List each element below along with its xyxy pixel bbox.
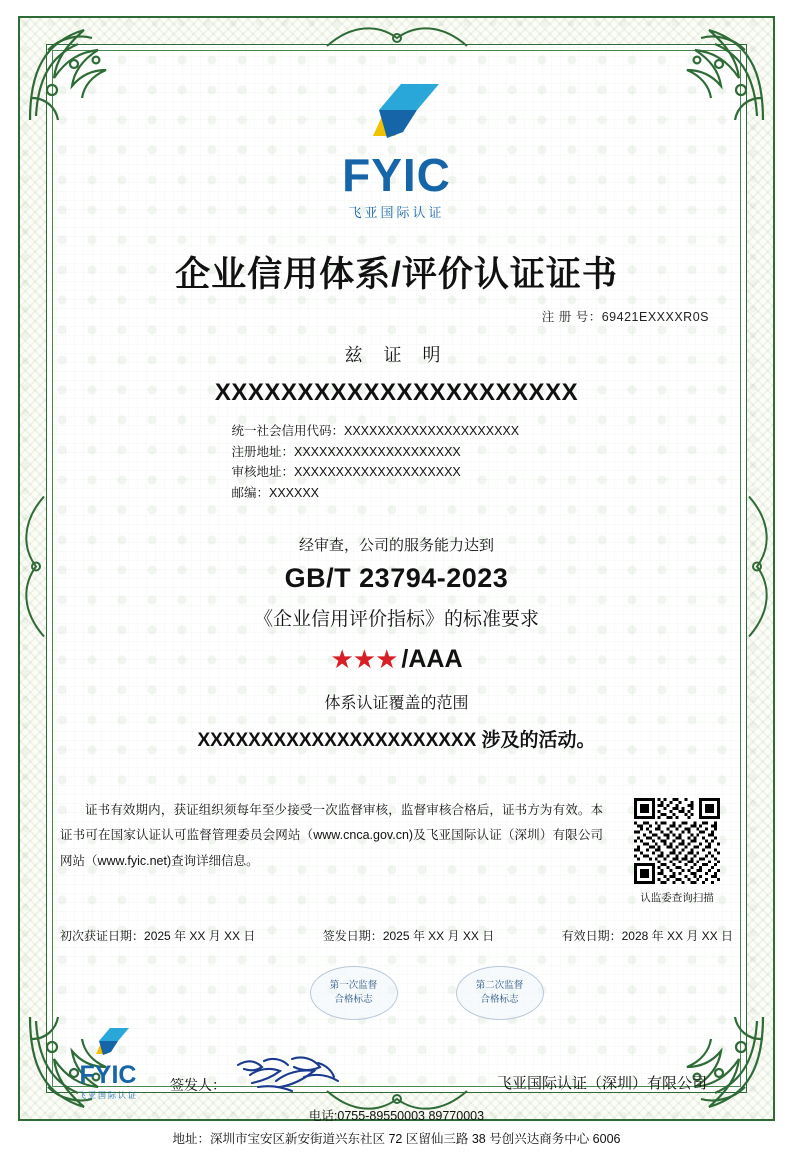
contact-block — [60, 1105, 733, 1152]
validity-text: 证书有效期内，获证组织须每年至少接受一次监督审核，监督审核合格后，证书方为有效。本证书可在国家认证认可监督管理委员会网站（www.cnca.gov.cn)及飞亚国际认证（深圳）有限公司网站（www.fyic.net)查询详细信息。 — [60, 798, 603, 875]
scope-label: 体系认证覆盖的范围 — [324, 690, 468, 713]
expiry-date-value: 2028 年 XX 月 XX 日 — [622, 929, 733, 943]
first-issue-date-label: 初次获证日期： — [60, 929, 144, 943]
registration-number-value: 69421EXXXXR0S — [602, 310, 709, 324]
standard-name: 《企业信用评价指标》的标准要求 — [254, 604, 539, 631]
edge-ornament-left — [16, 491, 50, 646]
grade-row — [330, 645, 462, 674]
fyic-footer-logo-icon — [81, 1026, 135, 1062]
dates-row — [60, 927, 733, 944]
edge-ornament-top — [322, 18, 472, 57]
brand-logo — [342, 80, 451, 221]
surveillance-seal-1-line1: 第一次监督 — [330, 979, 378, 993]
assessment-statement: 经审查，公司的服务能力达到 — [299, 534, 494, 555]
qr-block — [621, 798, 733, 905]
surveillance-seal-2-line2: 合格标志 — [480, 993, 518, 1007]
issue-date — [323, 927, 494, 944]
surveillance-seal-1 — [310, 966, 398, 1020]
surveillance-seals-row — [30, 966, 763, 1020]
signature-row — [60, 1026, 733, 1101]
surveillance-seal-1-line2: 合格标志 — [334, 993, 372, 1007]
first-issue-date-value: 2025 年 XX 月 XX 日 — [144, 929, 255, 943]
company-info-block — [232, 421, 562, 504]
expiry-date — [562, 927, 733, 944]
footer-brand-logo — [60, 1026, 156, 1101]
contact-address: 地址：深圳市宝安区新安街道兴东社区 72 区留仙三路 38 号创兴达商务中心 6006 — [60, 1128, 733, 1152]
fyic-logo-icon — [343, 80, 451, 150]
certificate-content — [60, 58, 733, 1079]
certificate-title: 企业信用体系/评价认证证书 — [175, 247, 618, 297]
qr-code-icon — [634, 798, 720, 884]
handwritten-signature-icon — [230, 1051, 346, 1095]
brand-subtitle: 飞亚国际认证 — [348, 202, 444, 221]
footer-brand-subtitle: 飞亚国际认证 — [78, 1090, 138, 1101]
signer-label: 签发人： — [170, 1075, 226, 1095]
registration-number-label: 注 册 号： — [542, 310, 602, 324]
hereby-certify-label: 兹 证 明 — [344, 341, 448, 367]
star-rating-icon: ★★★ — [330, 646, 397, 672]
qr-caption: 认监委查询扫描 — [640, 890, 714, 905]
signer-block — [170, 1051, 346, 1101]
grade-value: /AAA — [401, 645, 462, 674]
audit-address: 审核地址：XXXXXXXXXXXXXXXXXXXX — [232, 462, 562, 483]
registration-number-row — [542, 307, 709, 325]
surveillance-seal-2 — [456, 966, 544, 1020]
validity-and-qr-row — [60, 798, 733, 905]
company-name: XXXXXXXXXXXXXXXXXXXXXX — [215, 379, 578, 407]
postcode: 邮编：XXXXXX — [232, 483, 562, 504]
issue-date-value: 2025 年 XX 月 XX 日 — [383, 929, 494, 943]
footer-brand-wordmark: FYIC — [80, 1063, 137, 1088]
validity-paragraph — [60, 798, 621, 875]
registered-address: 注册地址：XXXXXXXXXXXXXXXXXXXX — [232, 442, 562, 463]
issue-date-label: 签发日期： — [323, 929, 383, 943]
credit-code: 统一社会信用代码：XXXXXXXXXXXXXXXXXXXXX — [232, 421, 562, 442]
edge-ornament-right — [743, 491, 777, 646]
issuer-name: 飞亚国际认证（深圳）有限公司 — [497, 1072, 733, 1101]
brand-wordmark: FYIC — [342, 152, 451, 198]
surveillance-seal-2-line1: 第二次监督 — [476, 979, 524, 993]
expiry-date-label: 有效日期： — [562, 929, 622, 943]
standard-code: GB/T 23794-2023 — [285, 563, 509, 594]
scope-text: XXXXXXXXXXXXXXXXXXXXXX 涉及的活动。 — [197, 725, 595, 752]
first-issue-date — [60, 927, 255, 944]
contact-phone: 电话:0755-89550003 89770003 — [60, 1105, 733, 1129]
